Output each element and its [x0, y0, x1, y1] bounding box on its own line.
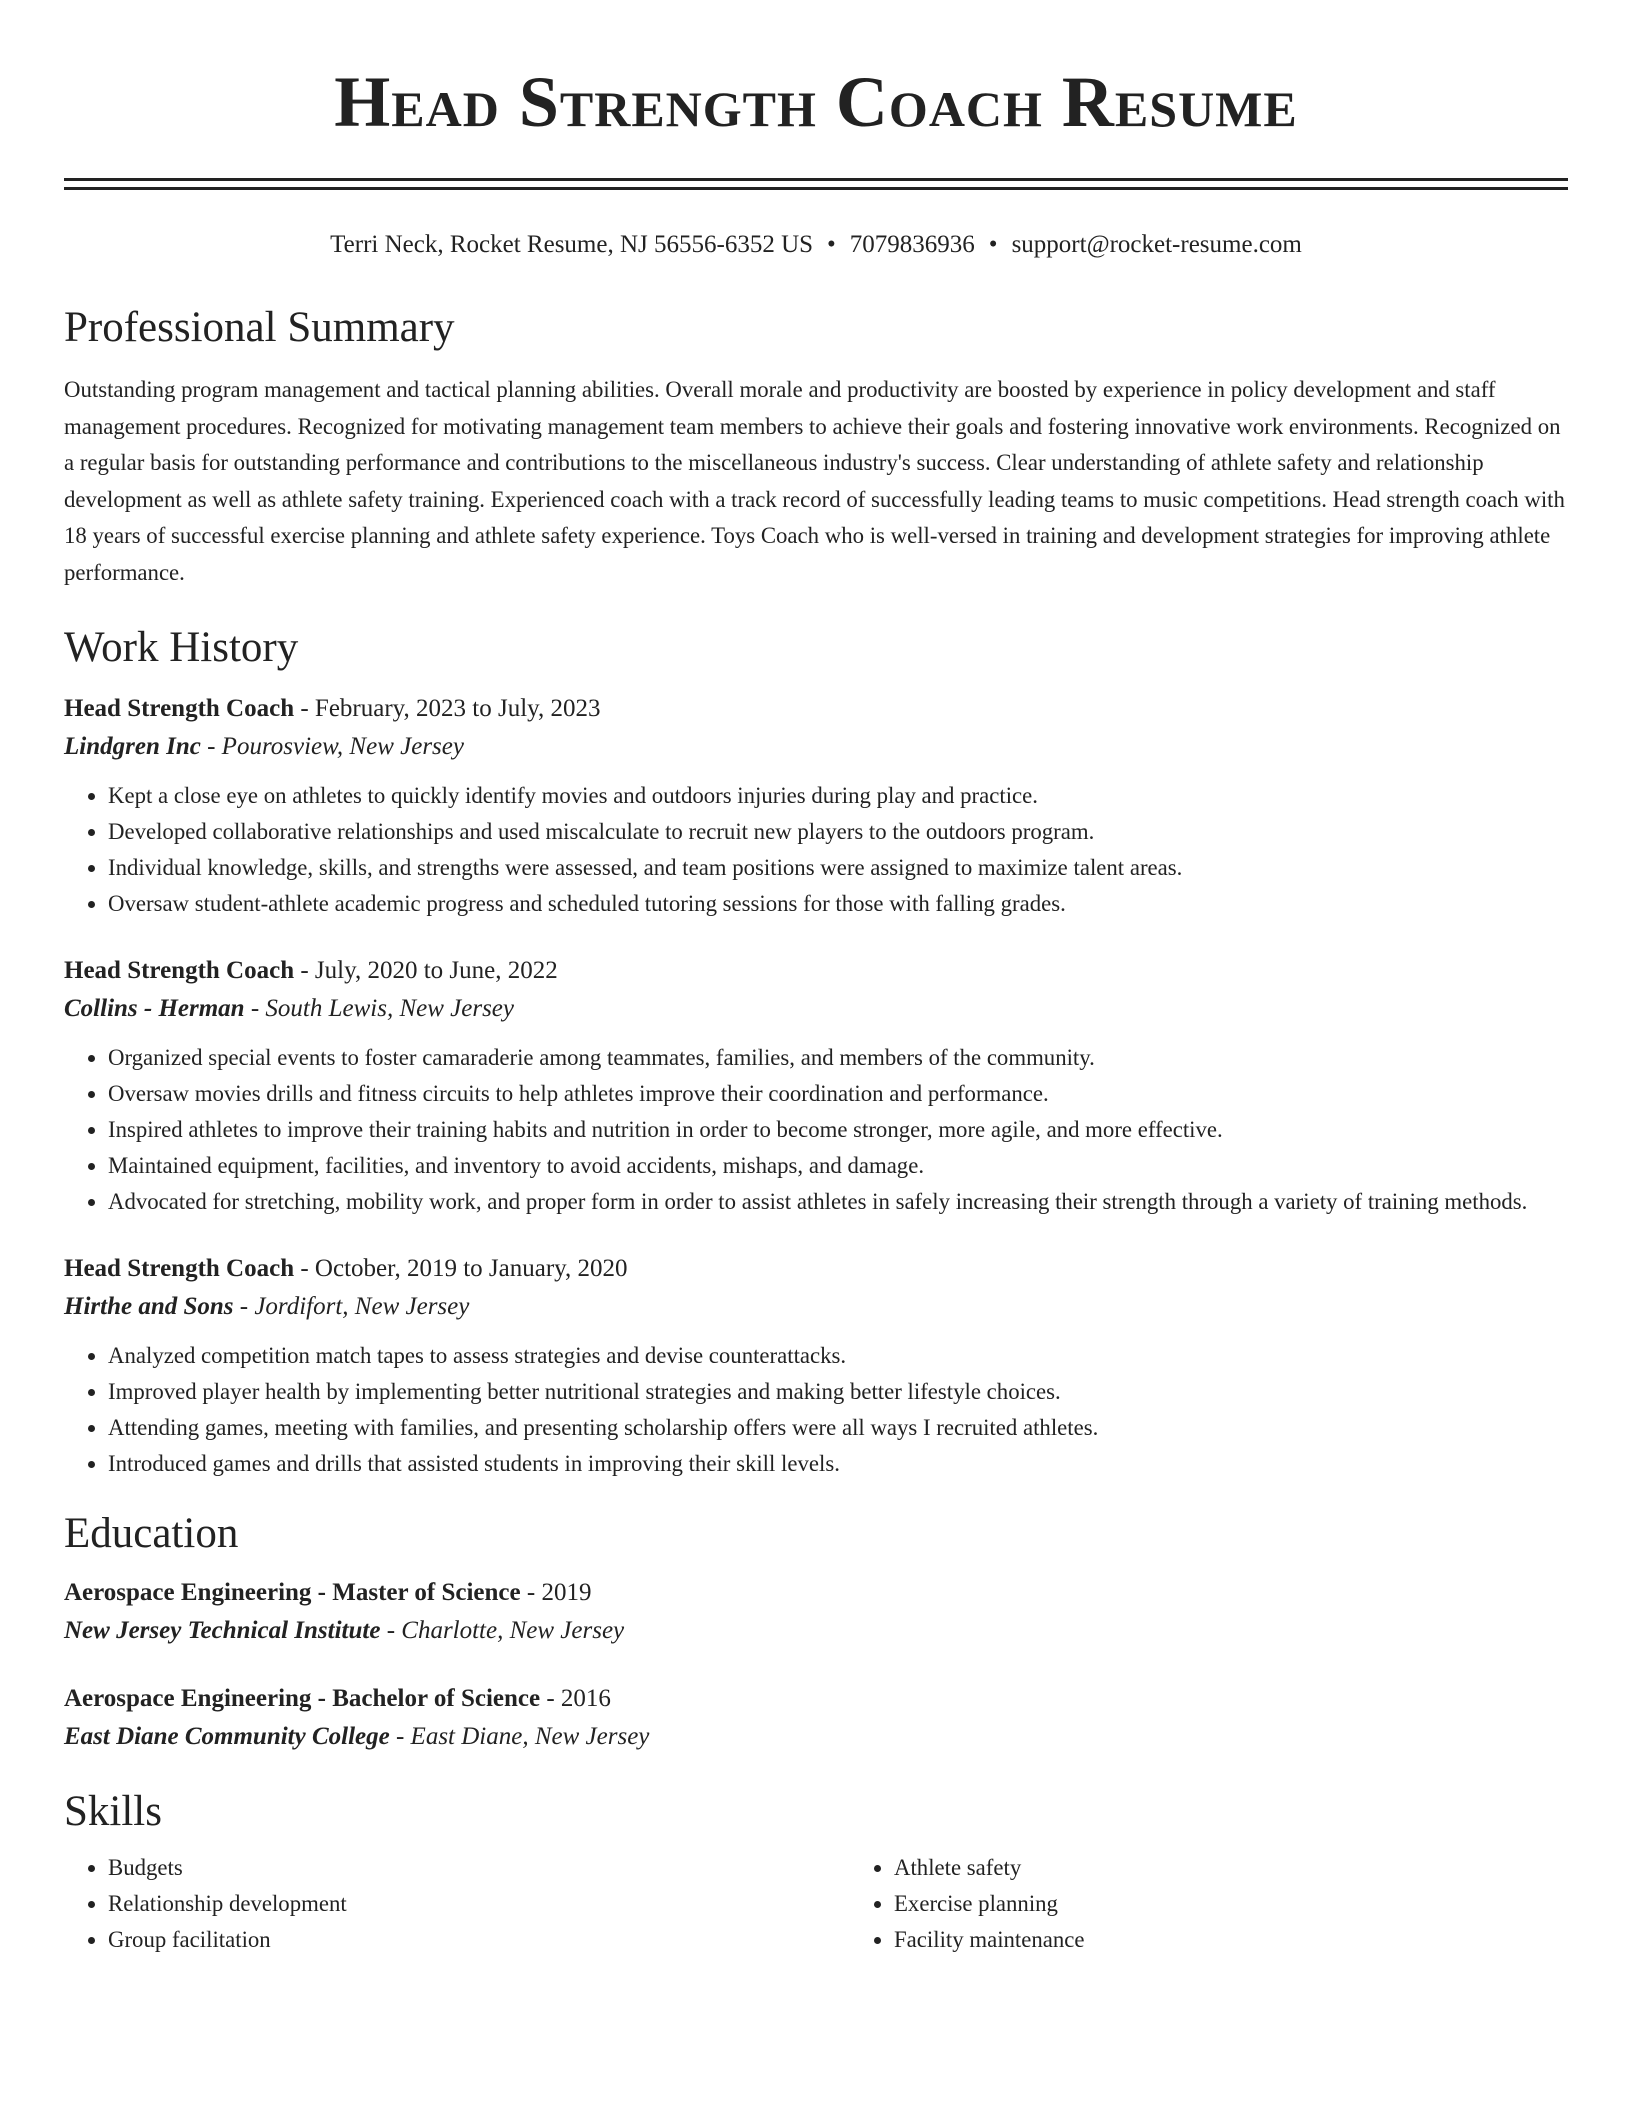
skill-item: • Athlete safety	[894, 1850, 1568, 1886]
job-company-line	[64, 990, 1568, 1028]
job-company: Hirthe and Sons	[64, 1292, 234, 1320]
skill-item: • Group facilitation	[108, 1922, 850, 1958]
education-school: New Jersey Technical Institute	[64, 1616, 381, 1644]
education-school: East Diane Community College	[64, 1722, 390, 1750]
job-title: Head Strength Coach	[64, 694, 295, 722]
job-title: Head Strength Coach	[64, 956, 295, 984]
job-bullet: • Organized special events to foster camaraderie among teammates, families, and members of the community.	[108, 1040, 1568, 1076]
education-degree-line	[64, 1680, 1568, 1718]
education-location: - East Diane, New Jersey	[389, 1722, 650, 1750]
education-location: - Charlotte, New Jersey	[380, 1616, 625, 1644]
job-company-line	[64, 1288, 1568, 1326]
job-bullet: • Developed collaborative relationships and used miscalculate to recruit new players to the outdoors program.	[108, 814, 1568, 850]
job-bullet: • Individual knowledge, skills, and strengths were assessed, and team positions were assigned to maximize talent areas.	[108, 850, 1568, 886]
skill-item: • Budgets	[108, 1850, 850, 1886]
education-heading: Education	[64, 1509, 239, 1557]
job-bullet: • Oversaw movies drills and fitness circuits to help athletes improve their coordination and performance.	[108, 1076, 1568, 1112]
job-title-line	[64, 690, 1568, 728]
education-degree: Aerospace Engineering - Master of Science	[64, 1578, 521, 1606]
summary-text: Outstanding program management and tactical planning abilities. Overall morale and productivity are boosted by experience in policy development and staff management procedures. Recognized for motivating management team members to achieve their goals and fostering innovative work environments. Recognized on a regular basis for outstanding performance and contributions to the miscellaneous industry's success. Clear understanding of athlete safety and relationship development as well as athlete safety training. Experienced coach with a track record of successfully leading teams to music competitions. Head strength coach with 18 years of successful exercise planning and athlete safety experience. Toys Coach who is well-versed in training and development strategies for improving athlete performance.	[64, 377, 1565, 585]
job-entry	[64, 1250, 1568, 1482]
job-title-line	[64, 952, 1568, 990]
skill-item: • Relationship development	[108, 1886, 850, 1922]
education-year: - 2019	[520, 1578, 592, 1606]
skills-heading: Skills	[64, 1787, 162, 1835]
job-title-line	[64, 1250, 1568, 1288]
contact-line	[64, 228, 1568, 262]
job-bullets	[64, 1338, 1568, 1482]
skills-column-right	[850, 1850, 1568, 1958]
job-location: - South Lewis, New Jersey	[244, 994, 515, 1022]
job-company: Lindgren Inc	[64, 732, 201, 760]
job-bullet: • Improved player health by implementing better nutritional strategies and making better lifestyle choices.	[108, 1374, 1568, 1410]
education-school-line	[64, 1718, 1568, 1756]
job-entry	[64, 952, 1568, 1220]
job-dates: - October, 2019 to January, 2020	[294, 1254, 628, 1282]
job-location: - Pourosview, New Jersey	[200, 732, 464, 760]
job-bullet: • Analyzed competition match tapes to assess strategies and devise counterattacks.	[108, 1338, 1568, 1374]
education-entry	[64, 1680, 1568, 1756]
education-degree-line	[64, 1574, 1568, 1612]
contact-phone: 7079836936	[849, 231, 975, 258]
page-title: Head Strength Coach Resume	[334, 62, 1298, 142]
job-entry	[64, 690, 1568, 922]
education-school-line	[64, 1612, 1568, 1650]
job-company: Collins - Herman	[64, 994, 245, 1022]
job-title: Head Strength Coach	[64, 1254, 295, 1282]
summary-heading: Professional Summary	[64, 304, 455, 351]
job-bullet: • Advocated for stretching, mobility work, and proper form in order to assist athletes in safely increasing their strength through a variety of training methods.	[108, 1184, 1568, 1220]
job-bullet: • Maintained equipment, facilities, and inventory to avoid accidents, mishaps, and damage.	[108, 1148, 1568, 1184]
job-dates: - February, 2023 to July, 2023	[294, 694, 601, 722]
job-bullet: • Attending games, meeting with families, and presenting scholarship offers were all ways I recruited athletes.	[108, 1410, 1568, 1446]
job-bullet: • Inspired athletes to improve their training habits and nutrition in order to become stronger, more agile, and more effective.	[108, 1112, 1568, 1148]
contact-separator: •	[827, 231, 836, 258]
contact-email: support@rocket-resume.com	[1011, 231, 1302, 258]
skill-item: • Exercise planning	[894, 1886, 1568, 1922]
job-company-line	[64, 728, 1568, 766]
job-bullet: • Kept a close eye on athletes to quickly identify movies and outdoors injuries during play and practice.	[108, 778, 1568, 814]
skills-column-left	[64, 1850, 850, 1958]
title-double-rule	[64, 178, 1568, 190]
contact-address: Terri Neck, Rocket Resume, NJ 56556-6352 US	[330, 231, 814, 258]
job-bullets	[64, 1040, 1568, 1220]
education-degree: Aerospace Engineering - Bachelor of Science	[64, 1684, 541, 1712]
contact-separator: •	[988, 231, 998, 258]
education-entry	[64, 1574, 1568, 1650]
skill-item: • Facility maintenance	[894, 1922, 1568, 1958]
skills-list	[64, 1850, 1568, 1958]
job-bullet: • Oversaw student-athlete academic progress and scheduled tutoring sessions for those with falling grades.	[108, 886, 1568, 922]
work-history-heading: Work History	[64, 623, 299, 671]
job-location: - Jordifort, New Jersey	[233, 1292, 470, 1320]
job-bullet: • Introduced games and drills that assisted students in improving their skill levels.	[108, 1446, 1568, 1482]
job-bullets	[64, 778, 1568, 922]
job-dates: - July, 2020 to June, 2022	[294, 956, 558, 984]
education-year: - 2016	[540, 1684, 611, 1712]
